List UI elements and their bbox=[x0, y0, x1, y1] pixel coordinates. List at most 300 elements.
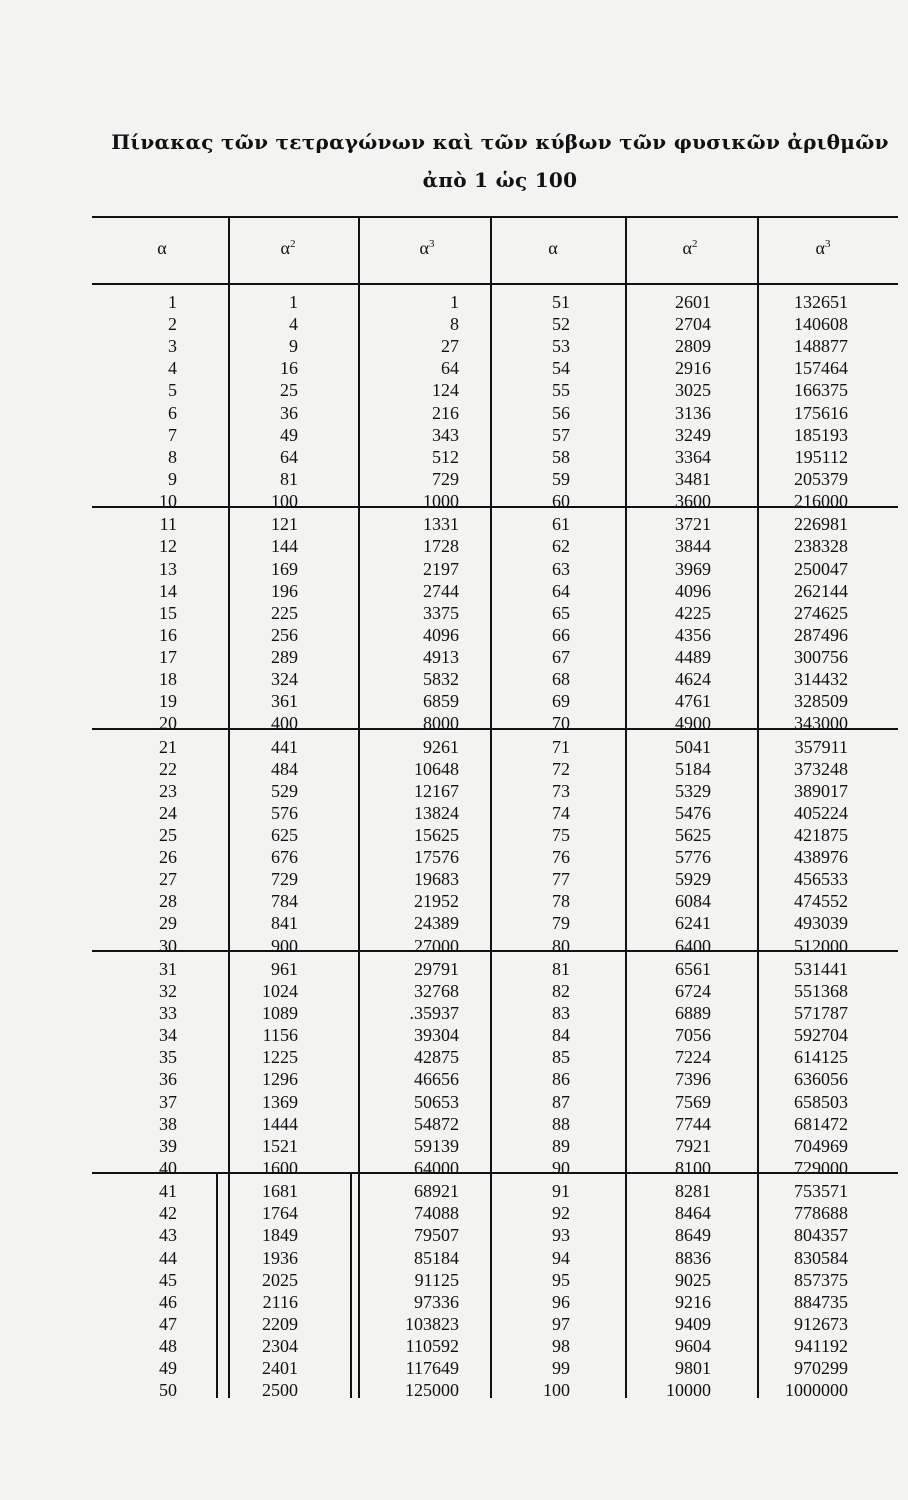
right-cell: 53 bbox=[552, 336, 570, 357]
left-cell: 27000 bbox=[414, 935, 459, 956]
left-cell: 625 bbox=[271, 825, 298, 845]
left-cell: 1681 bbox=[262, 1181, 298, 1202]
left-cell: 216 bbox=[432, 402, 459, 423]
right-cell: 373248 bbox=[794, 758, 848, 779]
left-cell: 841 bbox=[271, 913, 298, 934]
left-cell: 20 bbox=[159, 713, 177, 734]
left-cell: 1024 bbox=[262, 981, 298, 1001]
left-cell: 35 bbox=[159, 1047, 177, 1068]
left-cell: 42 bbox=[159, 1203, 177, 1224]
left-cell: 4913 bbox=[423, 646, 459, 667]
left-cell: 1849 bbox=[262, 1225, 298, 1246]
left-cell: 2744 bbox=[423, 580, 459, 601]
right-cell: 76 bbox=[552, 847, 570, 868]
right-cell: 3600 bbox=[675, 490, 711, 511]
right-cell: 100 bbox=[543, 1380, 570, 1401]
left-cell: 42875 bbox=[414, 1047, 459, 1068]
table-title: Πίνακας τῶν τετραγώνων καὶ τῶν κύβων τῶν φυσικῶν ἀριθμῶν bbox=[111, 130, 889, 154]
left-cell: 14 bbox=[159, 580, 177, 601]
right-cell: 681472 bbox=[794, 1113, 848, 1134]
right-cell: 140608 bbox=[794, 314, 848, 335]
left-cell: 144 bbox=[271, 536, 298, 557]
right-cell: 9025 bbox=[675, 1269, 711, 1290]
left-cell: 46656 bbox=[414, 1069, 459, 1090]
left-cell: 17576 bbox=[414, 847, 459, 868]
right-cell: 84 bbox=[552, 1025, 570, 1046]
left-cell: 29791 bbox=[414, 958, 459, 979]
left-cell: 19683 bbox=[414, 869, 459, 890]
left-cell: 23 bbox=[159, 780, 177, 801]
right-cell: 60 bbox=[552, 490, 570, 511]
right-cell: 8281 bbox=[675, 1181, 711, 1202]
left-cell: 68921 bbox=[414, 1181, 459, 1202]
right-cell: 405224 bbox=[794, 802, 848, 823]
right-cell: 78 bbox=[552, 891, 570, 912]
right-cell: 73 bbox=[552, 780, 570, 801]
left-cell: 1728 bbox=[423, 536, 459, 557]
right-cell: 7396 bbox=[675, 1069, 711, 1090]
right-cell: 69 bbox=[552, 691, 570, 712]
left-cell: 15625 bbox=[414, 825, 459, 845]
right-cell: 70 bbox=[552, 713, 570, 734]
right-cell: 238328 bbox=[794, 536, 848, 557]
right-cell: 157464 bbox=[794, 358, 848, 379]
column-header: $\alpha^3$ bbox=[815, 238, 831, 258]
right-cell: 884735 bbox=[794, 1291, 848, 1312]
right-cell: 52 bbox=[552, 314, 570, 335]
right-cell: 3844 bbox=[675, 536, 711, 557]
left-cell: 36 bbox=[280, 402, 298, 423]
left-cell: 441 bbox=[271, 736, 298, 757]
right-cell: 9409 bbox=[675, 1313, 711, 1334]
row-separator bbox=[92, 283, 898, 285]
left-cell: 30 bbox=[159, 935, 177, 956]
left-cell: 1000 bbox=[423, 490, 459, 511]
right-cell: 4489 bbox=[675, 646, 711, 667]
right-cell: 3025 bbox=[675, 380, 711, 401]
left-cell: 729 bbox=[432, 468, 459, 489]
left-cell: 1089 bbox=[262, 1003, 298, 1024]
right-cell: 132651 bbox=[794, 292, 848, 312]
left-cell: 361 bbox=[271, 691, 298, 712]
right-cell: 79 bbox=[552, 913, 570, 934]
right-cell: 90 bbox=[552, 1157, 570, 1178]
right-cell: 8649 bbox=[675, 1225, 711, 1246]
left-cell: 10648 bbox=[414, 758, 459, 779]
right-cell: 328509 bbox=[794, 691, 848, 712]
left-cell: 961 bbox=[271, 958, 298, 979]
right-cell: 51 bbox=[552, 292, 570, 312]
table-subtitle: ἀπὸ 1 ὡς 100 bbox=[422, 168, 578, 192]
left-cell: 33 bbox=[159, 1003, 177, 1024]
left-cell: 3375 bbox=[423, 602, 459, 623]
right-cell: 64 bbox=[552, 580, 570, 601]
right-cell: 83 bbox=[552, 1003, 570, 1024]
left-cell: 40 bbox=[159, 1157, 177, 1178]
right-cell: 226981 bbox=[794, 514, 848, 535]
right-cell: 7569 bbox=[675, 1091, 711, 1112]
right-cell: 512000 bbox=[794, 935, 848, 956]
left-cell: 3 bbox=[168, 336, 177, 357]
right-cell: 6724 bbox=[675, 981, 711, 1001]
left-cell: 31 bbox=[159, 958, 177, 979]
right-cell: 71 bbox=[552, 736, 570, 757]
right-cell: 92 bbox=[552, 1203, 570, 1224]
right-cell: 3969 bbox=[675, 558, 711, 579]
left-cell: 81 bbox=[280, 468, 298, 489]
left-cell: 289 bbox=[271, 646, 298, 667]
right-cell: 2809 bbox=[675, 336, 711, 357]
right-cell: 66 bbox=[552, 624, 570, 645]
right-cell: 91 bbox=[552, 1181, 570, 1202]
left-cell: 50 bbox=[159, 1380, 177, 1401]
right-cell: 4900 bbox=[675, 713, 711, 734]
left-cell: 50653 bbox=[414, 1091, 459, 1112]
left-cell: 47 bbox=[159, 1313, 177, 1334]
left-cell: 13 bbox=[159, 558, 177, 579]
left-cell: 13824 bbox=[414, 802, 459, 823]
left-cell: 34 bbox=[159, 1025, 177, 1046]
right-cell: 77 bbox=[552, 869, 570, 890]
right-cell: 262144 bbox=[794, 580, 848, 601]
right-cell: 58 bbox=[552, 446, 570, 467]
right-cell: 5329 bbox=[675, 780, 711, 801]
right-cell: 1000000 bbox=[785, 1380, 848, 1401]
left-cell: 10 bbox=[159, 490, 177, 511]
right-cell: 6084 bbox=[675, 891, 711, 912]
left-cell: 117649 bbox=[405, 1358, 459, 1378]
right-cell: 93 bbox=[552, 1225, 570, 1246]
left-cell: 41 bbox=[159, 1181, 177, 1202]
right-cell: 857375 bbox=[794, 1269, 848, 1290]
left-cell: 4 bbox=[168, 358, 177, 379]
left-cell: 8000 bbox=[423, 713, 459, 734]
left-cell: 29 bbox=[159, 913, 177, 934]
right-cell: 389017 bbox=[794, 780, 848, 801]
left-cell: 38 bbox=[159, 1113, 177, 1134]
left-cell: 1296 bbox=[262, 1069, 298, 1090]
left-cell: 1444 bbox=[262, 1113, 298, 1134]
right-cell: 5184 bbox=[675, 758, 711, 779]
right-cell: 551368 bbox=[794, 981, 848, 1001]
left-cell: 110592 bbox=[405, 1335, 459, 1356]
left-cell: 46 bbox=[159, 1291, 177, 1312]
right-cell: 99 bbox=[552, 1358, 570, 1378]
right-cell: 6561 bbox=[675, 958, 711, 979]
left-cell: 729 bbox=[271, 869, 298, 890]
left-cell: 64000 bbox=[414, 1157, 459, 1178]
right-cell: 5776 bbox=[675, 847, 711, 868]
left-cell: 21952 bbox=[414, 891, 459, 912]
right-cell: 87 bbox=[552, 1091, 570, 1112]
right-cell: 88 bbox=[552, 1113, 570, 1134]
left-cell: 1331 bbox=[423, 514, 459, 535]
left-cell: 25 bbox=[280, 380, 298, 401]
right-cell: 59 bbox=[552, 468, 570, 489]
right-cell: 72 bbox=[552, 758, 570, 779]
left-cell: 97336 bbox=[414, 1291, 459, 1312]
right-cell: 6241 bbox=[675, 913, 711, 934]
left-cell: 48 bbox=[159, 1335, 177, 1356]
left-cell: 5832 bbox=[423, 669, 459, 689]
right-cell: 804357 bbox=[794, 1225, 848, 1246]
right-cell: 531441 bbox=[794, 958, 848, 979]
left-cell: 7 bbox=[168, 424, 177, 445]
left-cell: 28 bbox=[159, 891, 177, 912]
right-cell: 2601 bbox=[675, 292, 711, 312]
left-cell: 4096 bbox=[423, 624, 459, 645]
right-cell: 86 bbox=[552, 1069, 570, 1090]
right-cell: 85 bbox=[552, 1047, 570, 1068]
right-cell: 205379 bbox=[794, 468, 848, 489]
right-cell: 571787 bbox=[794, 1003, 848, 1024]
left-cell: 25 bbox=[159, 825, 177, 845]
right-cell: 57 bbox=[552, 424, 570, 445]
left-cell: 43 bbox=[159, 1225, 177, 1246]
right-cell: 6400 bbox=[675, 935, 711, 956]
left-cell: 2116 bbox=[262, 1291, 298, 1312]
right-cell: 729000 bbox=[794, 1157, 848, 1178]
left-cell: 21 bbox=[159, 736, 177, 757]
right-cell: 8836 bbox=[675, 1247, 711, 1268]
column-header: $\alpha^2$ bbox=[280, 238, 296, 258]
left-cell: 32 bbox=[159, 981, 177, 1001]
left-cell: 1 bbox=[289, 292, 298, 312]
right-cell: 3249 bbox=[675, 424, 711, 445]
left-cell: 2304 bbox=[262, 1335, 298, 1356]
right-cell: 421875 bbox=[794, 825, 848, 845]
left-cell: 900 bbox=[271, 935, 298, 956]
right-cell: 63 bbox=[552, 558, 570, 579]
left-cell: 512 bbox=[432, 446, 459, 467]
right-cell: 3721 bbox=[675, 514, 711, 535]
left-cell: 79507 bbox=[414, 1225, 459, 1246]
right-cell: 592704 bbox=[794, 1025, 848, 1046]
right-cell: 74 bbox=[552, 802, 570, 823]
right-cell: 67 bbox=[552, 646, 570, 667]
right-cell: 3481 bbox=[675, 468, 711, 489]
left-cell: 576 bbox=[271, 802, 298, 823]
left-cell: 44 bbox=[159, 1247, 177, 1268]
left-cell: 2 bbox=[168, 314, 177, 335]
left-cell: 27 bbox=[441, 336, 459, 357]
left-cell: 24389 bbox=[414, 913, 459, 934]
left-cell: 5 bbox=[168, 380, 177, 401]
left-cell: 17 bbox=[159, 646, 177, 667]
left-cell: 64 bbox=[441, 358, 459, 379]
right-cell: 97 bbox=[552, 1313, 570, 1334]
right-cell: 216000 bbox=[794, 490, 848, 511]
right-cell: 68 bbox=[552, 669, 570, 689]
left-cell: 16 bbox=[280, 358, 298, 379]
left-cell: 2025 bbox=[262, 1269, 298, 1290]
right-cell: 912673 bbox=[794, 1313, 848, 1334]
right-cell: 61 bbox=[552, 514, 570, 535]
left-cell: 9 bbox=[168, 468, 177, 489]
right-cell: 6889 bbox=[675, 1003, 711, 1024]
right-cell: 7224 bbox=[675, 1047, 711, 1068]
right-cell: 81 bbox=[552, 958, 570, 979]
right-cell: 55 bbox=[552, 380, 570, 401]
right-cell: 7921 bbox=[675, 1135, 711, 1156]
left-cell: 2197 bbox=[423, 558, 459, 579]
right-cell: 456533 bbox=[794, 869, 848, 890]
column-header: $\alpha^3$ bbox=[419, 238, 435, 258]
right-cell: 5476 bbox=[675, 802, 711, 823]
left-cell: 1521 bbox=[262, 1135, 298, 1156]
right-cell: 941192 bbox=[794, 1335, 848, 1356]
right-cell: 54 bbox=[552, 358, 570, 379]
left-cell: 103823 bbox=[405, 1313, 459, 1334]
left-cell: 324 bbox=[271, 669, 298, 689]
right-cell: 614125 bbox=[794, 1047, 848, 1068]
left-cell: 256 bbox=[271, 624, 298, 645]
right-cell: 89 bbox=[552, 1135, 570, 1156]
right-cell: 2916 bbox=[675, 358, 711, 379]
right-cell: 56 bbox=[552, 402, 570, 423]
right-cell: 4096 bbox=[675, 580, 711, 601]
left-cell: 1369 bbox=[262, 1091, 298, 1112]
left-cell: 169 bbox=[271, 558, 298, 579]
right-cell: 95 bbox=[552, 1269, 570, 1290]
right-cell: 658503 bbox=[794, 1091, 848, 1112]
right-cell: 3136 bbox=[675, 402, 711, 423]
right-cell: 357911 bbox=[794, 736, 848, 757]
left-cell: 12 bbox=[159, 536, 177, 557]
right-cell: 65 bbox=[552, 602, 570, 623]
left-cell: 124 bbox=[432, 380, 459, 401]
right-cell: 195112 bbox=[794, 446, 848, 467]
left-cell: 54872 bbox=[414, 1113, 459, 1134]
right-cell: 175616 bbox=[794, 402, 848, 423]
left-cell: 1 bbox=[168, 292, 177, 312]
left-cell: 39 bbox=[159, 1135, 177, 1156]
left-cell: 1156 bbox=[262, 1025, 298, 1046]
left-cell: 32768 bbox=[414, 981, 459, 1001]
left-cell: 24 bbox=[159, 802, 177, 823]
right-cell: 5929 bbox=[675, 869, 711, 890]
right-cell: 753571 bbox=[794, 1181, 848, 1202]
column-header: α bbox=[157, 238, 167, 258]
left-cell: 121 bbox=[271, 514, 298, 535]
left-cell: 18 bbox=[159, 669, 177, 689]
left-cell: 400 bbox=[271, 713, 298, 734]
right-cell: 830584 bbox=[794, 1247, 848, 1268]
right-cell: 250047 bbox=[794, 558, 848, 579]
left-cell: 8 bbox=[450, 314, 459, 335]
right-cell: 166375 bbox=[794, 380, 848, 401]
left-cell: 26 bbox=[159, 847, 177, 868]
left-cell: 39304 bbox=[414, 1025, 459, 1046]
column-header: $\alpha^2$ bbox=[682, 238, 698, 258]
right-cell: 4761 bbox=[675, 691, 711, 712]
right-cell: 148877 bbox=[794, 336, 848, 357]
left-cell: 6 bbox=[168, 402, 177, 423]
right-cell: 474552 bbox=[794, 891, 848, 912]
left-cell: 484 bbox=[271, 758, 298, 779]
right-cell: 438976 bbox=[794, 847, 848, 868]
left-cell: 1936 bbox=[262, 1247, 298, 1268]
left-cell: 91125 bbox=[414, 1269, 459, 1290]
left-cell: 784 bbox=[271, 891, 298, 912]
right-cell: 4356 bbox=[675, 624, 711, 645]
left-cell: 6859 bbox=[423, 691, 459, 712]
right-cell: 62 bbox=[552, 536, 570, 557]
left-cell: 196 bbox=[271, 580, 298, 601]
left-cell: 64 bbox=[280, 446, 298, 467]
right-cell: 970299 bbox=[794, 1358, 848, 1378]
right-cell: 82 bbox=[552, 981, 570, 1001]
right-cell: 5625 bbox=[675, 825, 711, 845]
right-cell: 5041 bbox=[675, 736, 711, 757]
left-cell: 676 bbox=[271, 847, 298, 868]
left-cell: 529 bbox=[271, 780, 298, 801]
left-cell: 100 bbox=[271, 490, 298, 511]
left-cell: 2401 bbox=[262, 1358, 298, 1378]
left-cell: 9 bbox=[289, 336, 298, 357]
left-cell: 125000 bbox=[405, 1380, 459, 1401]
right-cell: 7056 bbox=[675, 1025, 711, 1046]
left-cell: 85184 bbox=[414, 1247, 459, 1268]
left-cell: 22 bbox=[159, 758, 177, 779]
right-cell: 2704 bbox=[675, 314, 711, 335]
left-cell: 49 bbox=[159, 1358, 177, 1378]
left-cell: 8 bbox=[168, 446, 177, 467]
right-cell: 300756 bbox=[794, 646, 848, 667]
right-cell: 8100 bbox=[675, 1157, 711, 1178]
left-cell: 11 bbox=[159, 514, 177, 535]
right-cell: 9801 bbox=[675, 1358, 711, 1378]
left-cell: 2209 bbox=[262, 1313, 298, 1334]
right-cell: 9604 bbox=[675, 1335, 711, 1356]
left-cell: 36 bbox=[159, 1069, 177, 1090]
left-cell: 16 bbox=[159, 624, 177, 645]
right-cell: 778688 bbox=[794, 1203, 848, 1224]
right-cell: 185193 bbox=[794, 424, 848, 445]
left-cell: 1600 bbox=[262, 1157, 298, 1178]
left-cell: 225 bbox=[271, 602, 298, 623]
right-cell: 75 bbox=[552, 825, 570, 845]
left-cell: 27 bbox=[159, 869, 177, 890]
left-cell: 49 bbox=[280, 424, 298, 445]
left-cell: 1 bbox=[450, 292, 459, 312]
right-cell: 9216 bbox=[675, 1291, 711, 1312]
right-cell: 4225 bbox=[675, 602, 711, 623]
right-cell: 3364 bbox=[675, 446, 711, 467]
column-header: α bbox=[548, 238, 558, 258]
row-separator bbox=[92, 216, 898, 218]
left-cell: .35937 bbox=[409, 1003, 459, 1024]
right-cell: 343000 bbox=[794, 713, 848, 734]
right-cell: 287496 bbox=[794, 624, 848, 645]
left-cell: 1764 bbox=[262, 1203, 298, 1224]
left-cell: 15 bbox=[159, 602, 177, 623]
right-cell: 10000 bbox=[666, 1380, 711, 1401]
left-cell: 37 bbox=[159, 1091, 177, 1112]
right-cell: 8464 bbox=[675, 1203, 711, 1224]
left-cell: 2500 bbox=[262, 1380, 298, 1401]
right-cell: 636056 bbox=[794, 1069, 848, 1090]
left-cell: 343 bbox=[432, 424, 459, 445]
right-cell: 7744 bbox=[675, 1113, 711, 1134]
left-cell: 12167 bbox=[414, 780, 459, 801]
left-cell: 4 bbox=[289, 314, 298, 335]
left-cell: 74088 bbox=[414, 1203, 459, 1224]
right-cell: 94 bbox=[552, 1247, 570, 1268]
right-cell: 274625 bbox=[794, 602, 848, 623]
right-cell: 80 bbox=[552, 935, 570, 956]
right-cell: 314432 bbox=[794, 669, 848, 689]
